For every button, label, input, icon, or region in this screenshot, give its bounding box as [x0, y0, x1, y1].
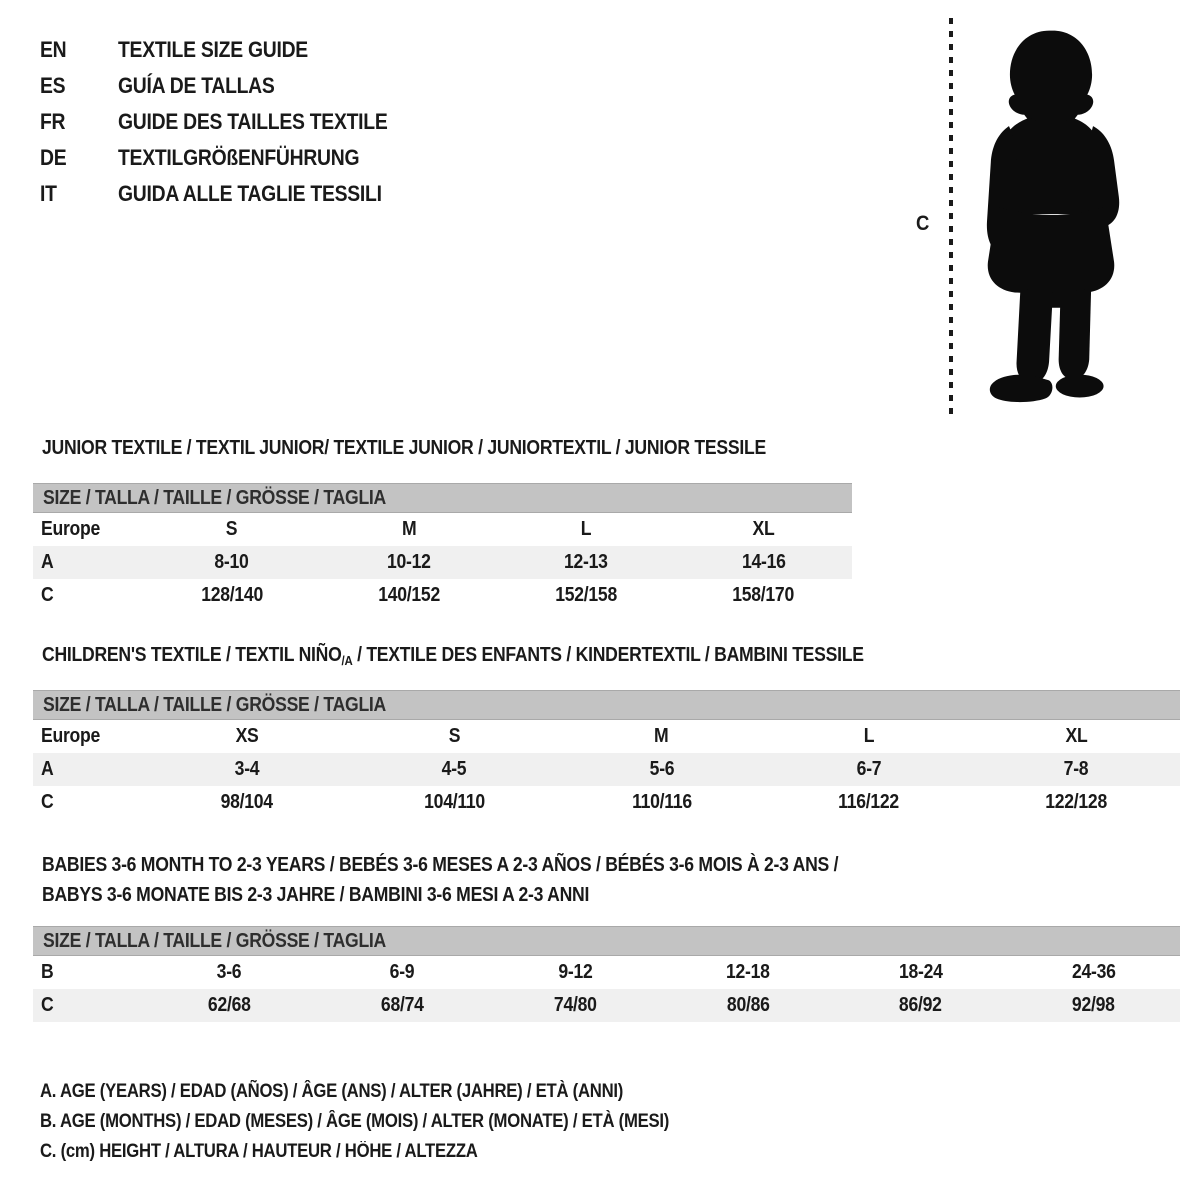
- size-header-text: SIZE / TALLA / TAILLE / GRÖSSE / TAGLIA: [43, 929, 387, 952]
- footnote-text: B. AGE (MONTHS) / EDAD (MESES) / ÂGE (MOIS) / ALTER (MONATE) / ETÀ (MESI): [40, 1111, 670, 1132]
- legend-footnotes: [40, 1077, 755, 1167]
- table-cell: M: [401, 518, 417, 540]
- table-cell: 152/158: [555, 584, 618, 606]
- size-header-bar: [33, 483, 852, 513]
- table-cell: L: [863, 725, 875, 747]
- size-header-bar: [33, 690, 1180, 720]
- language-row: [40, 32, 424, 68]
- junior-section-title: [42, 433, 865, 463]
- table-cell: 7-8: [1063, 758, 1089, 780]
- table-cell: 4-5: [441, 758, 467, 780]
- table-cell: 110/116: [631, 791, 692, 813]
- table-cell: XL: [1065, 725, 1088, 747]
- row-label: Europe: [41, 725, 101, 747]
- table-cell: 5-6: [649, 758, 674, 780]
- table-cell: 80/86: [726, 994, 770, 1016]
- size-header-text: SIZE / TALLA / TAILLE / GRÖSSE / TAGLIA: [43, 693, 387, 716]
- babies-size-table: [33, 926, 1180, 1022]
- language-code: EN: [40, 37, 67, 62]
- section-title-subscript: /A: [341, 653, 353, 668]
- table-cell: XS: [235, 725, 259, 747]
- table-cell: 140/152: [377, 584, 440, 606]
- table-cell: 128/140: [200, 584, 263, 606]
- table-cell: 158/170: [732, 584, 795, 606]
- table-row: [33, 989, 1180, 1022]
- table-row: [33, 546, 852, 579]
- language-code: IT: [40, 181, 57, 206]
- table-cell: 8-10: [214, 551, 249, 573]
- table-cell: S: [225, 518, 238, 540]
- measure-label-c: C: [916, 212, 930, 235]
- table-cell: 9-12: [557, 961, 593, 983]
- table-cell: 12-18: [726, 961, 770, 983]
- table-row: [33, 579, 852, 612]
- guide-title: GUÍA DE TALLAS: [118, 73, 275, 98]
- table-cell: 62/68: [208, 994, 251, 1016]
- guide-title: GUIDE DES TAILLES TEXTILE: [118, 109, 388, 134]
- table-row: [33, 753, 1180, 786]
- table-row: [33, 786, 1180, 819]
- section-title-text: BABIES 3-6 MONTH TO 2-3 YEARS / BEBÉS 3-6 MESES A 2-3 AÑOS / BÉBÉS 3-6 MOIS À 2-3 ANS /: [42, 854, 839, 876]
- table-cell: 3-6: [217, 961, 242, 983]
- table-cell: S: [448, 725, 460, 747]
- row-label: A: [41, 758, 54, 780]
- table-cell: 86/92: [899, 994, 943, 1016]
- section-title-text: / TEXTILE DES ENFANTS / KINDERTEXTIL / BAMBINI TESSILE: [352, 644, 864, 666]
- table-cell: 6-7: [856, 758, 882, 780]
- row-label: C: [41, 994, 54, 1016]
- language-row: [40, 176, 424, 212]
- row-label: C: [41, 791, 54, 813]
- guide-title: GUIDA ALLE TAGLIE TESSILI: [118, 181, 382, 206]
- table-cell: 24-36: [1071, 961, 1116, 983]
- table-cell: 98/104: [220, 791, 273, 813]
- table-row: [33, 513, 852, 546]
- language-list: [40, 32, 424, 212]
- table-cell: 68/74: [380, 994, 424, 1016]
- baby-silhouette: [965, 20, 1137, 412]
- row-label: Europe: [41, 518, 101, 540]
- table-cell: 3-4: [234, 758, 260, 780]
- footnote-c: [40, 1137, 755, 1167]
- guide-title: TEXTILGRÖßENFÜHRUNG: [118, 145, 360, 170]
- table-cell: 104/110: [423, 791, 485, 813]
- language-code: FR: [40, 109, 66, 134]
- junior-size-table: [33, 483, 852, 612]
- babies-section-title: [42, 850, 947, 910]
- row-label: B: [41, 961, 54, 983]
- size-header-text: SIZE / TALLA / TAILLE / GRÖSSE / TAGLIA: [43, 486, 387, 509]
- footnote-text: C. (cm) HEIGHT / ALTURA / HAUTEUR / HÖHE / ALTEZZA: [40, 1141, 478, 1162]
- footnote-b: [40, 1107, 755, 1137]
- section-title-text: CHILDREN'S TEXTILE / TEXTIL NIÑO: [42, 644, 342, 666]
- table-cell: 18-24: [898, 961, 943, 983]
- footnote-a: [40, 1077, 755, 1107]
- table-cell: 74/80: [553, 994, 597, 1016]
- row-label: A: [41, 551, 54, 573]
- language-row: [40, 104, 424, 140]
- children-size-table: [33, 690, 1180, 819]
- section-title-text: JUNIOR TEXTILE / TEXTIL JUNIOR/ TEXTILE JUNIOR / JUNIORTEXTIL / JUNIOR TESSILE: [42, 437, 766, 459]
- table-cell: 12-13: [564, 551, 608, 573]
- language-code: ES: [40, 73, 66, 98]
- language-row: [40, 68, 424, 104]
- footnote-text: A. AGE (YEARS) / EDAD (AÑOS) / ÂGE (ANS) / ALTER (JAHRE) / ETÀ (ANNI): [40, 1081, 624, 1102]
- children-section-title: [42, 640, 976, 676]
- size-header-bar: [33, 926, 1180, 956]
- guide-title: TEXTILE SIZE GUIDE: [118, 37, 308, 62]
- table-cell: XL: [752, 518, 775, 540]
- table-row: [33, 720, 1180, 753]
- language-code: DE: [40, 145, 67, 170]
- table-cell: 14-16: [741, 551, 786, 573]
- height-measure-dashed-line: [949, 18, 953, 416]
- table-cell: 6-9: [389, 961, 415, 983]
- row-label: C: [41, 584, 54, 606]
- table-cell: 116/122: [838, 791, 900, 813]
- table-cell: 10-12: [387, 551, 431, 573]
- table-cell: M: [654, 725, 669, 747]
- table-cell: L: [580, 518, 592, 540]
- table-cell: 122/128: [1045, 791, 1108, 813]
- table-row: [33, 956, 1180, 989]
- section-title-text-line2: BABYS 3-6 MONATE BIS 2-3 JAHRE / BAMBINI 3-6 MESI A 2-3 ANNI: [42, 884, 590, 906]
- table-cell: 92/98: [1072, 994, 1115, 1016]
- language-row: [40, 140, 424, 176]
